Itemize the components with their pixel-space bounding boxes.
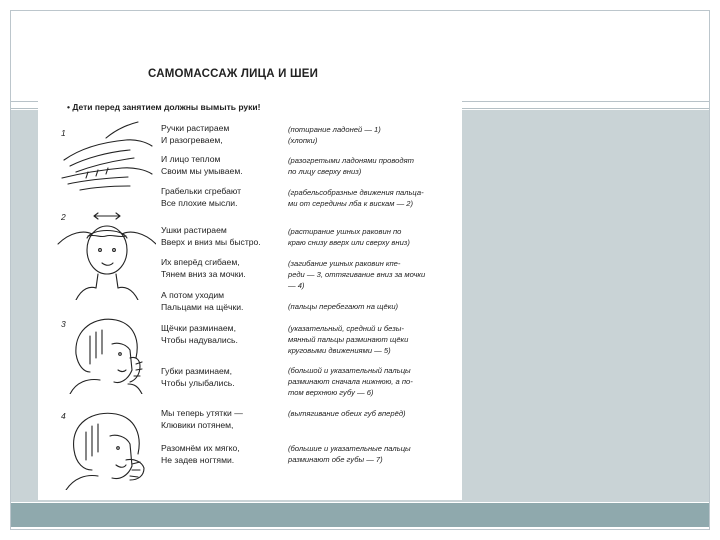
note-line: (большие и указательные пальцы <box>288 444 411 453</box>
verse-line: Не задев ногтями. <box>161 454 235 465</box>
stanza-note <box>288 443 438 465</box>
note-line: том верхнюю губу — 6) <box>288 388 374 397</box>
figure-number: 3 <box>61 319 66 329</box>
verse-line: Их вперёд сгибаем, <box>161 257 240 267</box>
verse-line: Ушки растираем <box>161 225 227 235</box>
note-line: краю снизу вверх или сверху вниз) <box>288 238 410 247</box>
verse-line: Губки разминаем, <box>161 366 233 376</box>
stanza-note <box>288 187 438 209</box>
note-line: по лицу сверху вниз) <box>288 167 362 176</box>
verse-line: Своим мы умываем. <box>161 165 243 176</box>
figure-number: 1 <box>61 128 66 138</box>
verse-line: И разогреваем, <box>161 134 223 145</box>
note-line: (вытягивание обеих губ вперёд) <box>288 409 406 418</box>
note-line: — 4) <box>288 281 305 290</box>
note-line: мянный пальцы разминают щёки <box>288 335 409 344</box>
page-title: САМОМАССАЖ ЛИЦА И ШЕИ <box>148 68 319 80</box>
verse-line: Ручки растираем <box>161 123 230 133</box>
stanza-note <box>288 226 438 248</box>
verse-line: Чтобы улыбались. <box>161 377 235 388</box>
stanza-verse <box>161 366 281 389</box>
verse-line: Вверх и вниз мы быстро. <box>161 236 261 247</box>
stanza-verse <box>161 290 281 313</box>
lips-massage-illustration <box>56 408 156 490</box>
verse-line: Грабельки сгребают <box>161 186 242 196</box>
stanza-verse <box>161 154 281 177</box>
figure-number: 2 <box>61 212 66 222</box>
hands-illustration <box>56 120 156 195</box>
verse-line: Щёчки разминаем, <box>161 323 236 333</box>
footer-band <box>11 503 709 527</box>
forehead-massage-illustration <box>56 208 156 300</box>
verse-line: И лицо теплом <box>161 154 221 164</box>
stanza-note <box>288 301 438 312</box>
verse-line: Клювики потянем, <box>161 419 234 430</box>
stanza-verse <box>161 186 281 209</box>
stanza-note <box>288 408 438 419</box>
verse-line: А потом уходим <box>161 290 225 300</box>
figure-number: 4 <box>61 411 66 421</box>
note-line: (пальцы перебегают на щёки) <box>288 302 399 311</box>
note-line: ми от середины лба к вискам — 2) <box>288 199 414 208</box>
note-line: разминают обе губы — 7) <box>288 455 383 464</box>
note-line: круговыми движениями — 5) <box>288 346 391 355</box>
stanza-verse <box>161 225 281 248</box>
note-line: (растирание ушных раковин по <box>288 227 402 236</box>
stanza-verse <box>161 443 281 466</box>
cheek-massage-illustration <box>56 314 156 394</box>
note-line: (грабельсобразные движения пальца- <box>288 188 424 197</box>
verse-line: Чтобы надувались. <box>161 334 238 345</box>
note-line: (хлопки) <box>288 136 318 145</box>
stanza-verse <box>161 123 281 146</box>
stanza-note <box>288 323 438 356</box>
stanza-note <box>288 155 438 177</box>
verse-line: Пальцами на щёчки. <box>161 301 244 312</box>
scanned-page <box>38 58 462 500</box>
stanza-verse <box>161 257 281 280</box>
stanza-note <box>288 258 438 291</box>
stanza-verse <box>161 323 281 346</box>
stanza-verse <box>161 408 281 431</box>
stanza-note <box>288 124 438 146</box>
note-line: разминают сначала нижнюю, а по- <box>288 377 413 386</box>
note-line: (загибание ушных раковин кпе- <box>288 259 401 268</box>
note-line: реди — 3, оттягивание вниз за мочки <box>288 270 426 279</box>
note-line: (указательный, средний и безы- <box>288 324 404 333</box>
verse-line: Тянем вниз за мочки. <box>161 268 246 279</box>
stanza-note <box>288 365 438 398</box>
verse-line: Мы теперь утятки — <box>161 408 243 418</box>
note-line: (потирание ладоней — 1) <box>288 125 381 134</box>
note-line: (большой и указательный пальцы <box>288 366 411 375</box>
verse-line: Все плохие мысли. <box>161 197 238 208</box>
intro-note: • Дети перед занятием должны вымыть руки! <box>67 102 261 112</box>
verse-line: Разомнём их мягко, <box>161 443 240 453</box>
note-line: (разогретыми ладонями проводят <box>288 156 414 165</box>
